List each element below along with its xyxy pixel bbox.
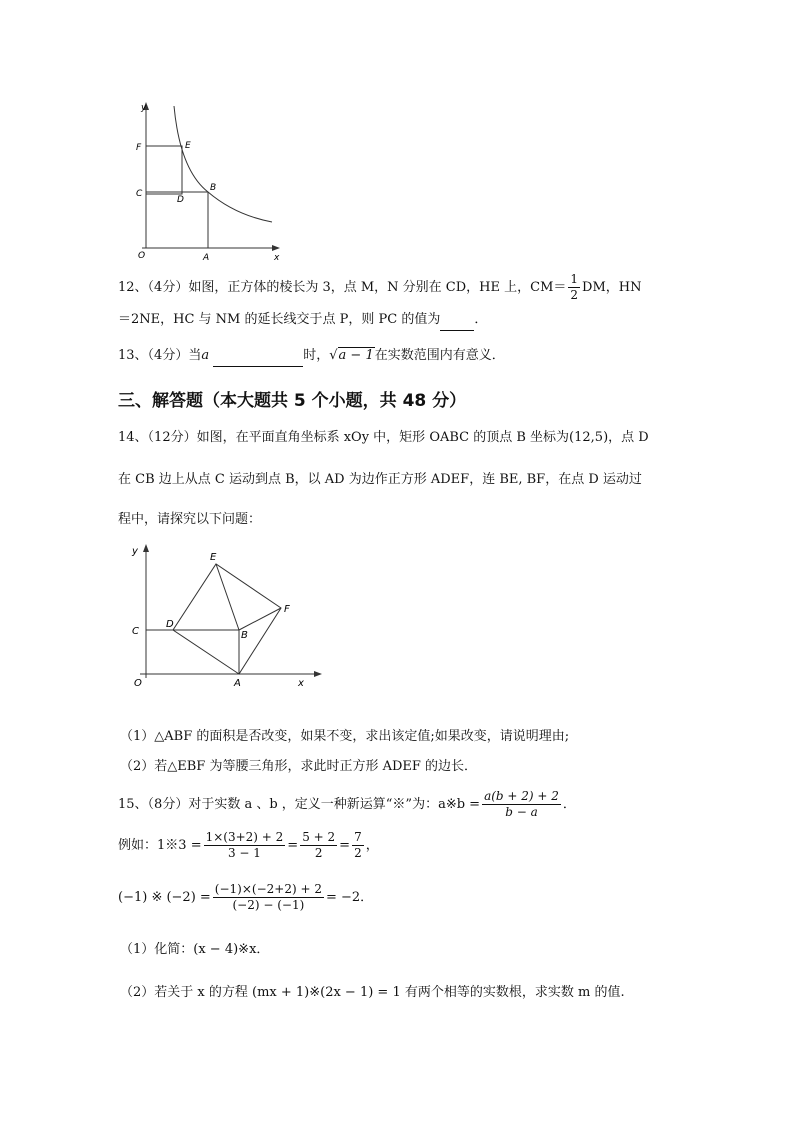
label-d: D <box>166 619 174 630</box>
segment-be <box>216 564 239 630</box>
q15-ex-label: 例如： <box>118 838 158 853</box>
label-c: C <box>132 626 139 637</box>
x-axis-arrow <box>314 671 322 677</box>
q12-text2: ＝2NE，HC 与 NM 的延长线交于点 P，则 PC 的值为 <box>118 312 441 327</box>
q13-prefix: 13、（4分）当 <box>118 348 202 363</box>
q15-ex1-n3: 7 <box>354 830 362 844</box>
label-b: B <box>210 183 217 193</box>
label-x: x <box>298 678 304 689</box>
q15-ex1-d1: 3 − 1 <box>227 846 261 860</box>
label-e: E <box>210 552 217 563</box>
q15-ex1-tail: ， <box>365 838 379 853</box>
q13-suffix: 在实数范围内有意义． <box>374 348 505 363</box>
label-a: A <box>234 678 241 689</box>
sqrt-expression: √a − 1 <box>329 348 374 363</box>
figure-square-adef <box>126 540 326 690</box>
label-o: O <box>134 678 142 689</box>
q12-tail: ． <box>474 312 488 327</box>
q15-ex1-lhs: 1※3 = <box>157 838 202 853</box>
y-axis-arrow <box>143 544 149 552</box>
q12-frac-num: 1 <box>570 272 579 286</box>
q15-ex1-d3: 2 <box>354 846 362 860</box>
q15-sub1: （1）化简：(x − 4)※x． <box>120 942 270 957</box>
hyperbola-curve <box>174 106 272 222</box>
label-f: F <box>136 143 142 153</box>
q15-ex1-n1: 1×(3+2) + 2 <box>205 830 284 844</box>
q12-fraction <box>568 272 580 303</box>
q15-ex1-n2: 5 + 2 <box>302 830 336 844</box>
q15-ex1-frac3 <box>352 830 364 861</box>
label-f: F <box>284 604 290 615</box>
label-d: D <box>177 195 184 205</box>
q12-text: 12、（4分）如图，正方体的棱长为 3，点 M，N 分别在 CD，HE 上，CM＝ <box>118 280 567 295</box>
section-heading: 三、解答题（本大题共 5 个小题，共 48 分） <box>118 391 467 411</box>
q15-def-fraction <box>482 789 561 820</box>
label-x: x <box>274 253 280 263</box>
label-e: E <box>185 141 191 151</box>
q15-ex2-num: (−1)×(−2+2) + 2 <box>214 882 322 896</box>
label-b: B <box>241 630 248 641</box>
q15-def-den: b − a <box>505 805 538 819</box>
figure-hyperbola <box>130 100 290 265</box>
q13-var: a <box>201 348 210 363</box>
q14-line1: 14、（12分）如图，在平面直角坐标系 xOy 中，矩形 OABC 的顶点 B 坐标为(12,5)，点 D <box>118 430 649 445</box>
q15-ex1-d2: 2 <box>314 846 323 860</box>
q15-ex2-frac <box>213 882 324 913</box>
q15-ex1-frac1 <box>204 830 286 861</box>
q12-line2 <box>118 310 487 331</box>
label-y: y <box>132 546 138 557</box>
q13-mid: 时， <box>303 348 330 363</box>
sqrt-radicand: a − 1 <box>338 348 374 363</box>
q15-example2 <box>118 882 373 913</box>
q15-def-tail: ． <box>562 797 576 812</box>
q12-answer-blank[interactable] <box>440 310 474 331</box>
q12-line1 <box>118 272 641 303</box>
q15-intro-text: 15、（8分）对于实数 a 、b ，定义一种新运算“※”为：a※b = <box>118 797 481 812</box>
q15-def-num: a(b + 2) + 2 <box>484 789 559 803</box>
q14-sub1: （1）△ABF 的面积是否改变，如果不变，求出该定值;如果改变，请说明理由; <box>120 729 570 744</box>
q14-sub2: （2）若△EBF 为等腰三角形，求此时正方形 ADEF 的边长． <box>120 759 478 774</box>
rectangle-ofed <box>146 146 182 194</box>
q15-sub2: （2）若关于 x 的方程 (mx + 1)※(2x − 1) = 1 有两个相等的实数根，求实数 m 的值. <box>120 985 625 1000</box>
q15-ex2-lhs: (−1) ※ (−2) = <box>118 890 211 905</box>
label-o: O <box>138 251 146 261</box>
q14-line3: 程中，请探究以下问题： <box>118 512 262 527</box>
q15-ex2-tail: = −2． <box>325 890 374 905</box>
q13-answer-blank[interactable] <box>213 346 303 367</box>
q15-ex2-den: (−2) − (−1) <box>232 898 305 912</box>
q15-ex1-frac2 <box>300 830 337 861</box>
x-axis-arrow <box>272 245 280 251</box>
q12-frac-den: 2 <box>570 288 579 302</box>
q14-line2: 在 CB 边上从点 C 运动到点 B，以 AD 为边作正方形 ADEF，连 BE, BF，在点 D 运动过 <box>118 472 642 487</box>
q12-text-tail: DM，HN <box>582 280 642 295</box>
square-adef <box>173 564 281 674</box>
q15-example1: 例如：1※3 = $\frac{1\times(3+2) + 2}{3 - 1}$ = $\frac{5 + 2}{2}$ = $\frac{7}{2}$ ， <box>118 830 379 860</box>
label-c: C <box>136 189 143 199</box>
q13-line <box>118 346 505 367</box>
rectangle-oabc <box>146 630 239 674</box>
label-y: y <box>141 103 147 113</box>
label-a: A <box>203 253 210 263</box>
q15-intro <box>118 789 576 820</box>
segment-bf <box>239 608 281 630</box>
